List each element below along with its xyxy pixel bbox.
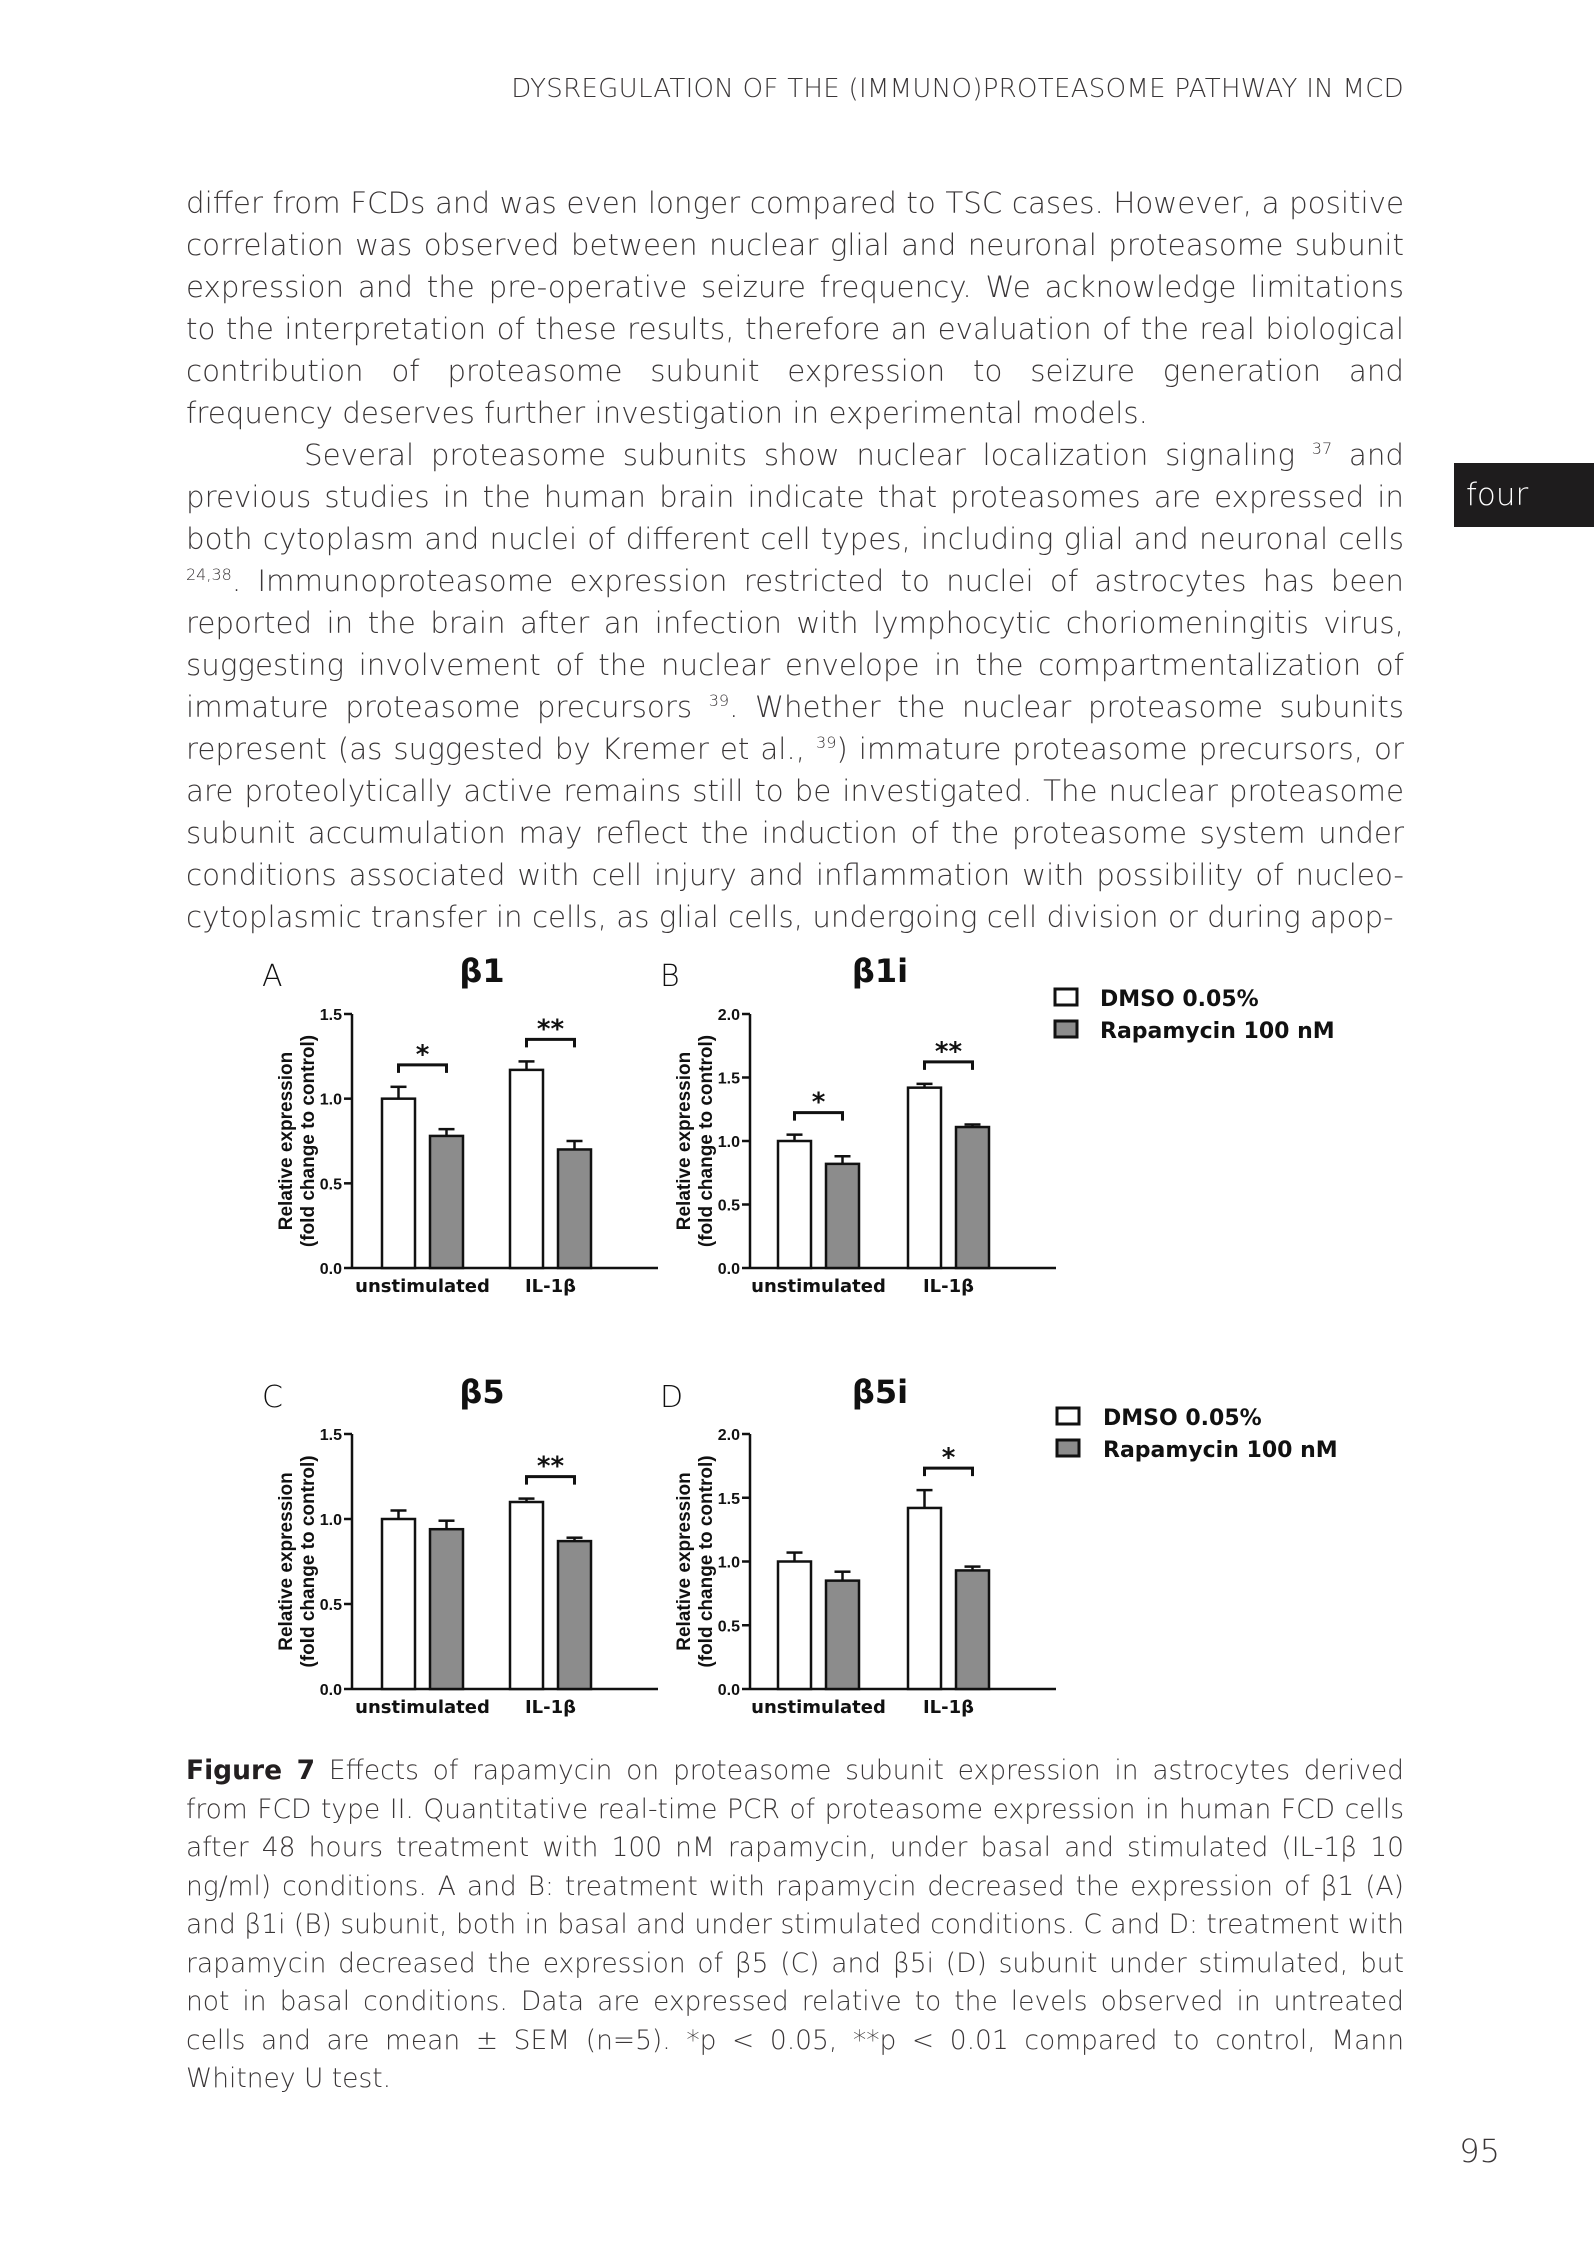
panel-letter: B [660, 959, 680, 994]
category-label: unstimulated [751, 1697, 886, 1718]
bar-rapamycin-1 [956, 1127, 989, 1268]
y-tick-label: 1.0 [319, 1091, 342, 1109]
significance-marker: * [811, 1087, 826, 1118]
panel-letter: D [660, 1380, 684, 1415]
significance-bracket [925, 1062, 973, 1070]
y-axis-label-line1: Relative expression [674, 1472, 695, 1651]
figure-label: Figure 7 [186, 1755, 316, 1786]
panel-letter: A [262, 959, 283, 994]
p2-part-c: . Immunoproteasome expression restricted to nuclei of astrocytes has been reported in the brain after an infection with lymphocytic choriomeningitis virus, suggesting involvement of the nuclear envelope in the compartmentalization of immature proteasome precursors [186, 564, 1404, 724]
chapter-tab: four [1454, 463, 1594, 527]
legend-dmso-swatch [1055, 989, 1077, 1005]
y-tick-label: 0.0 [717, 1261, 740, 1278]
y-tick-label: 1.5 [319, 1427, 342, 1444]
legend-dmso-label-2: DMSO 0.05% [1103, 1406, 1262, 1431]
legend-rapamycin-label-2: Rapamycin 100 nM [1103, 1438, 1338, 1463]
legend-dmso-label: DMSO 0.05% [1100, 987, 1259, 1012]
legend-rapamycin-swatch-2 [1057, 1440, 1079, 1456]
legend-dmso-swatch-2 [1057, 1408, 1079, 1424]
bar-rapamycin-1 [956, 1570, 989, 1689]
bar-dmso-0 [382, 1099, 415, 1268]
body-text [186, 182, 1404, 938]
y-tick-label: 1.5 [717, 1070, 740, 1088]
y-axis-label-line2: (fold change to control) [298, 1455, 319, 1668]
bar-rapamycin-0 [430, 1136, 463, 1268]
significance-bracket [795, 1113, 843, 1121]
chart-title: β1 [459, 952, 505, 990]
significance-marker: ** [934, 1036, 963, 1067]
reference-24-38: 24,38 [186, 565, 232, 585]
y-axis-label-line2: (fold change to control) [696, 1034, 717, 1248]
chart-title: β5i [851, 1373, 909, 1411]
chart-panel-d [660, 1373, 1056, 1718]
p2-part-b: and previous studies in the human brain indicate that proteasomes are expressed in both cytoplasm and nuclei of different cell types, including glial and neuronal cells [186, 438, 1404, 556]
y-tick-label: 1.5 [717, 1490, 740, 1508]
y-axis-label-line1: Relative expression [674, 1051, 695, 1231]
significance-marker: * [941, 1443, 956, 1474]
y-tick-label: 1.5 [319, 1007, 342, 1024]
bar-rapamycin-0 [826, 1581, 859, 1689]
p2-part-e: ) immature proteasome precursors, or are proteolytically active remains still to be investigated. The nuclear proteasome subunit accumulation may reflect the induction of the proteasome system under conditions associated with cell injury and inflammation with possibility of nucleo-cytoplasmic transfer in cells, as glial cells, undergoing cell division or during apop- [186, 732, 1404, 934]
bar-dmso-0 [778, 1141, 811, 1268]
chart-panel-c [262, 1373, 658, 1718]
category-label: unstimulated [355, 1276, 490, 1297]
y-tick-label: 0.5 [319, 1176, 342, 1194]
bar-rapamycin-1 [558, 1149, 591, 1268]
bar-rapamycin-0 [826, 1164, 859, 1268]
bar-dmso-1 [908, 1088, 941, 1268]
legend-rapamycin-label: Rapamycin 100 nM [1100, 1019, 1335, 1044]
significance-marker: ** [536, 1451, 565, 1482]
category-label: unstimulated [751, 1276, 886, 1297]
paragraph-1: differ from FCDs and was even longer compared to TSC cases. However, a positive correlation was observed between nuclear glial and neuronal proteasome subunit expression and the pre-operative seizure frequency. We acknowledge limitations to the interpretation of these results, therefore an evaluation of the real biological contribution of proteasome subunit expression to seizure generation and frequency deserves further investigation in experimental models. [186, 186, 1404, 430]
bar-rapamycin-1 [558, 1541, 591, 1689]
y-tick-label: 0.5 [717, 1197, 740, 1215]
y-axis-label-line1: Relative expression [276, 1051, 297, 1231]
category-label: IL-1β [524, 1276, 577, 1297]
bar-dmso-1 [510, 1070, 543, 1268]
significance-bracket [925, 1468, 973, 1476]
chart-panel-b [660, 952, 1056, 1297]
legend-bottom [1057, 1406, 1338, 1463]
legend-rapamycin-swatch [1055, 1021, 1077, 1037]
category-label: IL-1β [922, 1276, 975, 1297]
page-number: 95 [1459, 2132, 1500, 2170]
significance-marker: ** [536, 1014, 565, 1045]
y-axis-label-line2: (fold change to control) [696, 1455, 717, 1668]
y-tick-label: 2.0 [717, 1427, 740, 1444]
y-tick-label: 1.0 [319, 1512, 342, 1529]
p2-part-d: . Whether the nuclear proteasome subunits represent (as suggested by Kremer et al., [186, 690, 1405, 766]
chart-title: β5 [459, 1373, 505, 1411]
chart-panel-a [262, 952, 658, 1297]
paragraph-2 [186, 434, 1404, 938]
caption-text: Effects of rapamycin on proteasome subunit expression in astrocytes derived from FCD type II. Quantitative real-time PCR of proteasome expression in human FCD cells after 48 hours treatment with 100 nM rapamycin, under basal and stimulated (IL-1β 10 ng/ml) conditions. A and B: treatment with rapamycin decreased the expression of β1 (A) and β1i (B) subunit, both in basal and under stimulated conditions. C and D: treatment with rapamycin decreased the expression of β5 (C) and β5i (D) subunit under stimulated, but not in basal conditions. Data are expressed relative to the levels observed in untreated cells and are mean ± SEM (n=5). *p < 0.05, **p < 0.01 compared to control, Mann Whitney U test. [186, 1755, 1404, 2094]
significance-marker: * [415, 1039, 430, 1070]
y-axis-label-line2: (fold change to control) [298, 1034, 319, 1248]
y-tick-label: 2.0 [717, 1007, 740, 1024]
y-tick-label: 1.0 [717, 1134, 740, 1151]
running-header: DYSREGULATION OF THE (IMMUNO)PROTEASOME PATHWAY IN MCD [511, 74, 1404, 104]
reference-39: 39 [708, 691, 730, 711]
bar-dmso-1 [908, 1508, 941, 1689]
bar-dmso-0 [382, 1519, 415, 1689]
y-tick-label: 0.0 [319, 1261, 342, 1278]
bar-rapamycin-0 [430, 1529, 463, 1689]
significance-bracket [527, 1477, 575, 1485]
category-label: IL-1β [524, 1697, 577, 1718]
significance-bracket [527, 1039, 575, 1047]
y-axis-label-line1: Relative expression [276, 1472, 297, 1651]
panel-letter: C [262, 1380, 283, 1415]
chart-title: β1i [851, 952, 909, 990]
reference-39b: 39 [816, 733, 837, 753]
bar-dmso-1 [510, 1502, 543, 1689]
significance-bracket [399, 1065, 447, 1073]
category-label: IL-1β [922, 1697, 975, 1718]
y-tick-label: 0.5 [717, 1618, 740, 1636]
figure-caption [186, 1752, 1404, 2099]
y-tick-label: 0.0 [717, 1682, 740, 1699]
y-tick-label: 0.0 [319, 1682, 342, 1699]
legend-top [1055, 987, 1335, 1044]
reference-37: 37 [1311, 439, 1333, 459]
y-tick-label: 1.0 [717, 1554, 740, 1572]
y-tick-label: 0.5 [319, 1597, 342, 1614]
p2-part-a: Several proteasome subunits show nuclear localization signaling [304, 438, 1312, 472]
bar-dmso-0 [778, 1562, 811, 1690]
category-label: unstimulated [355, 1697, 490, 1718]
